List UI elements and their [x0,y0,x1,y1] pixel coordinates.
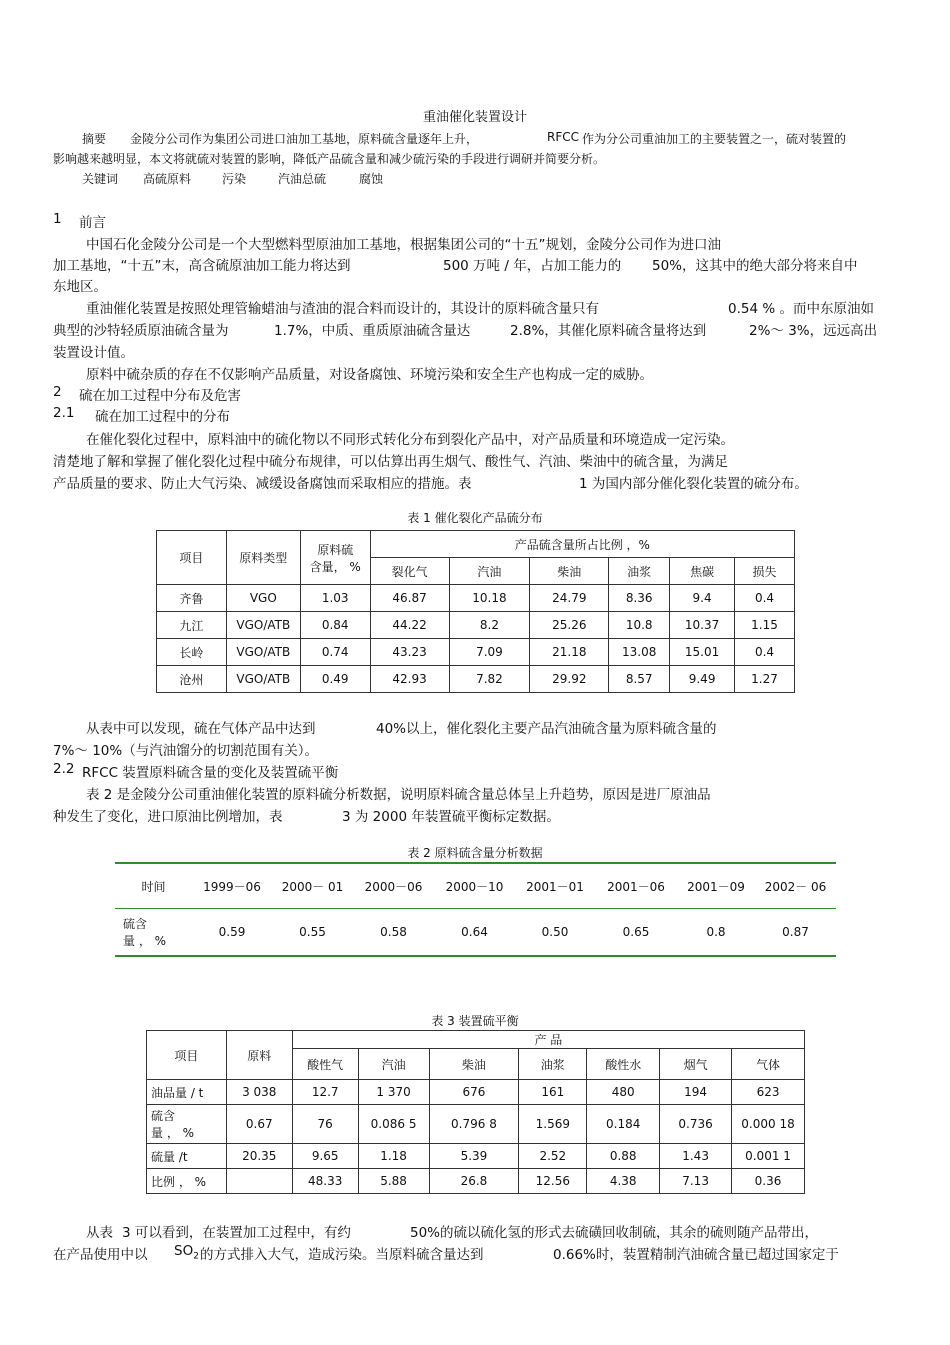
table-2-header-time: 时间 [115,863,192,909]
table-cell: 24.79 [530,585,609,612]
table-row [157,639,795,666]
table-cell: 676 [429,1080,519,1105]
table-1-header-sulfur-line-2: 含量， % [309,559,361,574]
table-cell: 20.35 [226,1144,292,1169]
table-cell: 0.000 18 [732,1105,805,1144]
table-cell: 10.37 [670,612,735,639]
table-cell: 1 370 [358,1080,429,1105]
so2-subscript: 2 [193,1251,199,1262]
table-cell: 26.8 [429,1169,519,1194]
table-cell: 8.36 [609,585,670,612]
table-cell: 1.27 [735,666,795,693]
paragraph-1-line-2a: 加工基地，“十五”末，高含硫原油加工能力将达到 [53,258,351,274]
table-3-col: 酸性气 [292,1049,358,1080]
table-1-col: 损失 [735,558,795,585]
table-1-header-item: 项目 [157,531,227,585]
table-3-col: 油浆 [519,1049,587,1080]
table-3-header-feed: 原料 [226,1031,292,1080]
paragraph-7-line-1a: 从表 [86,1225,113,1241]
paragraph-1-line-2c: 50%，这其中的绝大部分将来自中 [652,258,858,274]
table-2-date: 1999－06 [192,863,272,909]
paragraph-2-line-2c: 2.8%，其催化原料硫含量将达到 [510,323,707,339]
table-3-row-label [147,1105,227,1144]
table-row [157,666,795,693]
table-cell: 0.74 [300,639,370,666]
table-1-col: 柴油 [530,558,609,585]
table-3-col: 酸性水 [587,1049,660,1080]
table-cell: 12.56 [519,1169,587,1194]
table-3-row-label: 硫量 /t [147,1144,227,1169]
table-cell: 0.36 [732,1169,805,1194]
table-2-date: 2002－ 06 [755,863,836,909]
paragraph-7-line-2a: 在产品使用中以 [53,1247,148,1263]
table-cell: 1.03 [300,585,370,612]
table-cell: 0.4 [735,639,795,666]
paragraph-4-line-2: 清楚地了解和掌握了催化裂化过程中硫分布规律，可以估算出再生烟气、酸性气、汽油、柴油中的硫含量，为满足 [53,454,728,470]
table-cell: 1.43 [660,1144,732,1169]
table-cell: 0.736 [660,1105,732,1144]
table-2-date: 2000－ 01 [272,863,353,909]
table-3-header-item: 项目 [147,1031,227,1080]
table-1-col: 裂化气 [370,558,449,585]
table-3-row-label-line-1: 硫含 [151,1109,176,1123]
table-cell: 43.23 [370,639,449,666]
paragraph-2-line-2a: 典型的沙特轻质原油硫含量为 [53,323,229,339]
paragraph-1-line-3: 东地区。 [53,279,107,295]
table-2-date: 2000－10 [434,863,515,909]
table-cell: 0.796 8 [429,1105,519,1144]
paragraph-4-line-3b: 1 为国内部分催化裂化装置的硫分布。 [579,476,808,492]
section-2-2-number: 2.2 [53,761,75,777]
table-cell: VGO/ATB [226,666,300,693]
table-row [147,1169,805,1194]
paragraph-2-line-1b: 0.54 % 。而中东原油如 [728,301,874,317]
table-cell: 0.65 [622,925,650,939]
table-3-col: 气体 [732,1049,805,1080]
table-cell: 1.18 [358,1144,429,1169]
table-2-row-label [115,909,192,957]
paragraph-7-line-1b: 3 可以看到，在装置加工过程中，有约 [122,1225,351,1241]
table-1-col: 焦碳 [670,558,735,585]
table-1-header-sulfur-line-1: 原料硫 [317,542,354,557]
paragraph-2-line-2d: 2%～ 3%，远远高出 [749,323,878,339]
table-1-col: 油浆 [609,558,670,585]
table-cell: 0.086 5 [358,1105,429,1144]
paragraph-6-line-2b: 3 为 2000 年装置硫平衡标定数据。 [342,809,560,825]
keyword-4: 腐蚀 [359,172,384,186]
table-cell: 0.84 [300,612,370,639]
table-2-row-label-line-2: 量 ， % [123,934,167,948]
table-cell: 44.22 [370,612,449,639]
section-1-number: 1 [53,211,62,227]
section-2-title: 硫在加工过程中分布及危害 [79,388,241,404]
keywords-label: 关键词 [82,172,119,186]
table-cell: 9.49 [670,666,735,693]
paragraph-5-line-2: 7%～ 10%（与汽油馏分的切割范围有关）。 [53,743,318,759]
table-cell: 5.39 [429,1144,519,1169]
table-cell: 0.88 [587,1144,660,1169]
table-cell: 7.82 [449,666,530,693]
table-2-date: 2000－06 [353,863,434,909]
table-3-row-label-line-2: 量 ， % [151,1126,195,1140]
table-row [157,612,795,639]
table-cell: 10.18 [449,585,530,612]
table-cell: 0.59 [218,925,246,939]
section-2-2-title: RFCC 装置原料硫含量的变化及装置硫平衡 [82,765,339,781]
paragraph-6-line-2a: 种发生了变化，进口原油比例增加，表 [53,809,283,825]
abstract-text-3: 影响越来越明显，本文将就硫对装置的影响，降低产品硫含量和减少硫污染的手段进行调研并简要分析。 [53,152,606,166]
table-cell: 9.65 [292,1144,358,1169]
section-2-1-number: 2.1 [53,405,75,421]
paragraph-7-line-2d: 0.66%时，装置精制汽油硫含量已超过国家定于 [553,1247,839,1263]
table-cell: 0.67 [226,1105,292,1144]
table-cell: 0.8 [706,925,726,939]
paragraph-4-line-1: 在催化裂化过程中，原料油中的硫化物以不同形式转化分布到裂化产品中，对产品质量和环境造成一定污染。 [86,432,734,448]
table-2 [115,862,836,957]
table-cell: 480 [587,1080,660,1105]
table-1-caption: 表 1 催化裂化产品硫分布 [407,511,543,525]
table-2-date: 2001－06 [595,863,677,909]
table-3-col: 烟气 [660,1049,732,1080]
table-3-row-label: 油品量 / t [147,1080,227,1105]
table-3-col: 汽油 [358,1049,429,1080]
table-cell: 25.26 [530,612,609,639]
table-1-header-type: 原料类型 [226,531,300,585]
table-cell: 7.09 [449,639,530,666]
paragraph-7-line-2c: 的方式排入大气，造成污染。当原料硫含量达到 [200,1247,484,1263]
page-title: 重油催化装置设计 [422,110,527,125]
table-3 [146,1030,805,1194]
table-3-header-group: 产 品 [292,1031,804,1049]
table-2-caption: 表 2 原料硫含量分析数据 [407,846,543,860]
table-cell: 46.87 [370,585,449,612]
table-cell: 29.92 [530,666,609,693]
table-1-col: 汽油 [449,558,530,585]
table-3-row-label: 比例 ， % [147,1169,227,1194]
table-cell: 48.33 [292,1169,358,1194]
table-1-header-sulfur [300,531,370,585]
table-cell: 623 [732,1080,805,1105]
table-cell: 161 [519,1080,587,1105]
table-cell [226,1169,292,1194]
abstract-text-2: 作为分公司重油加工的主要装置之一，硫对装置的 [582,132,847,146]
table-cell: 15.01 [670,639,735,666]
table-cell: 8.57 [609,666,670,693]
paragraph-5-line-1a: 从表中可以发现，硫在气体产品中达到 [86,721,316,737]
so2-formula: SO [174,1243,194,1259]
table-cell: 齐鲁 [157,585,227,612]
table-row [115,909,836,957]
table-cell: 3 038 [226,1080,292,1105]
keyword-3: 汽油总硫 [278,172,327,186]
keyword-2: 污染 [222,172,247,186]
section-2-number: 2 [53,384,62,400]
table-cell: 1.569 [519,1105,587,1144]
paragraph-7-line-2b [174,1243,199,1262]
paragraph-6-line-1: 表 2 是金陵分公司重油催化装置的原料硫分析数据，说明原料硫含量总体呈上升趋势，原因是进厂原油品 [86,787,711,803]
table-cell: 194 [660,1080,732,1105]
abstract-label: 摘要 [82,132,107,146]
table-cell: 0.49 [300,666,370,693]
table-cell: 12.7 [292,1080,358,1105]
paragraph-4-line-3a: 产品质量的要求、防止大气污染、减缓设备腐蚀而采取相应的措施。表 [53,476,472,492]
paragraph-1-line-2b: 500 万吨 / 年，占加工能力的 [443,258,622,274]
table-cell: 10.8 [609,612,670,639]
paragraph-2-line-3: 装置设计值。 [53,345,134,361]
table-2-row-label-line-1: 硫含 [123,917,148,931]
table-row [157,585,795,612]
paragraph-1-line-1: 中国石化金陵分公司是一个大型燃料型原油加工基地，根据集团公司的“十五”规划，金陵分公司作为进口油 [86,237,721,253]
section-1-title: 前言 [79,215,106,231]
paragraph-2-line-1a: 重油催化装置是按照处理管输蜡油与渣油的混合料而设计的，其设计的原料硫含量只有 [86,301,599,317]
table-row [147,1105,805,1144]
abstract-text-1: 金陵分公司作为集团公司进口油加工基地，原料硫含量逐年上升， [130,132,479,146]
table-cell: 76 [292,1105,358,1144]
table-cell: 0.001 1 [732,1144,805,1169]
table-1 [156,530,795,693]
table-cell: VGO/ATB [226,639,300,666]
table-cell: VGO/ATB [226,612,300,639]
table-cell: 21.18 [530,639,609,666]
abstract-term: RFCC [547,130,579,144]
table-cell: 0.87 [782,925,809,939]
table-cell: 0.58 [380,925,407,939]
table-cell: 0.4 [735,585,795,612]
table-cell: 2.52 [519,1144,587,1169]
paragraph-5-line-1b: 40%以上，催化裂化主要产品汽油硫含量为原料硫含量的 [376,721,717,737]
table-cell: 9.4 [670,585,735,612]
table-cell: 7.13 [660,1169,732,1194]
table-cell: 沧州 [157,666,227,693]
table-cell: 0.55 [299,925,326,939]
table-cell: 0.184 [587,1105,660,1144]
paragraph-3: 原料中硫杂质的存在不仅影响产品质量，对设备腐蚀、环境污染和安全生产也构成一定的威胁。 [86,367,653,383]
table-cell: 13.08 [609,639,670,666]
keyword-1: 高硫原料 [143,172,192,186]
table-3-col: 柴油 [429,1049,519,1080]
table-row [147,1080,805,1105]
table-cell: 5.88 [358,1169,429,1194]
table-cell: 42.93 [370,666,449,693]
table-2-date: 2001－09 [677,863,755,909]
section-2-1-title: 硫在加工过程中的分布 [95,409,230,425]
table-cell: VGO [226,585,300,612]
paragraph-7-line-1c: 50%的硫以硫化氢的形式去硫磺回收制硫，其余的硫则随产品带出， [410,1225,819,1241]
table-cell: 长岭 [157,639,227,666]
table-cell: 4.38 [587,1169,660,1194]
paragraph-2-line-2b: 1.7%，中质、重质原油硫含量达 [274,323,471,339]
table-cell: 九江 [157,612,227,639]
table-2-date: 2001－01 [515,863,595,909]
table-cell: 8.2 [449,612,530,639]
table-3-caption: 表 3 装置硫平衡 [431,1014,519,1028]
table-cell: 0.50 [541,925,569,939]
table-row [147,1144,805,1169]
table-1-header-group: 产品硫含量所占比例 ，% [370,531,794,558]
table-cell: 1.15 [735,612,795,639]
table-cell: 0.64 [461,925,488,939]
